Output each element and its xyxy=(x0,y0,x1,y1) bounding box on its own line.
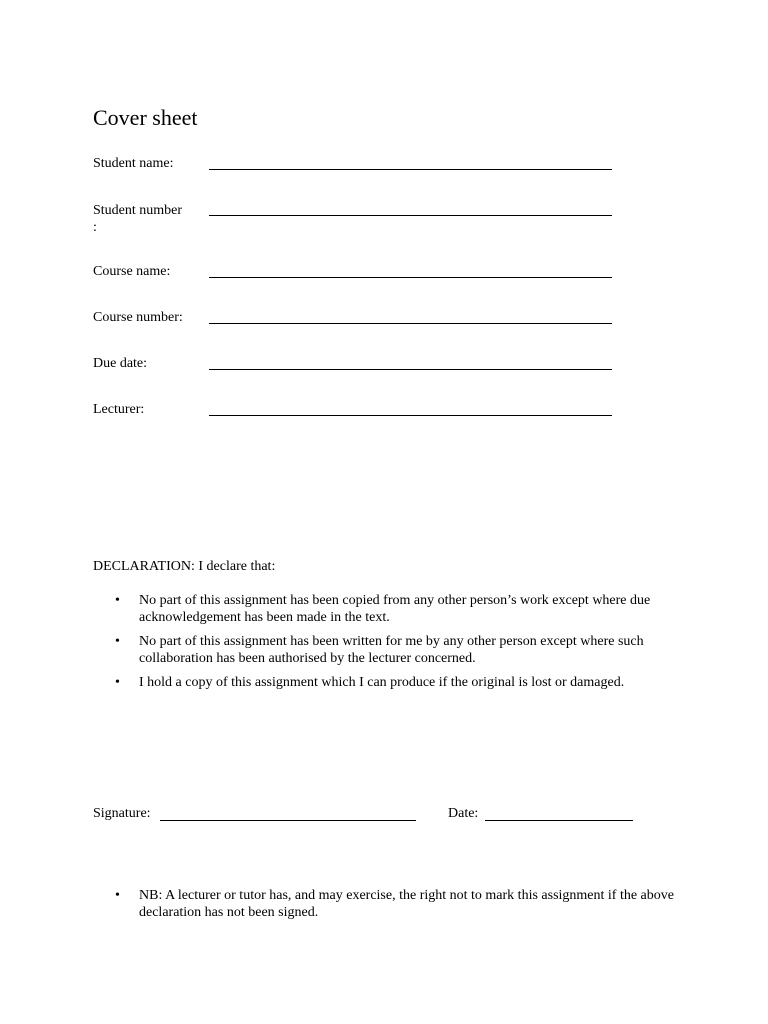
bullet-icon: • xyxy=(115,593,120,608)
student-number-line[interactable] xyxy=(209,215,612,216)
lecturer-line[interactable] xyxy=(209,415,612,416)
lecturer-label: Lecturer: xyxy=(93,402,145,417)
date-label: Date: xyxy=(448,806,479,821)
declaration-item xyxy=(93,592,683,626)
declaration-item-text: No part of this assignment has been written for me by any other person except where such collaboration has been authorised by the lecturer concerned. xyxy=(139,634,644,666)
course-name-line[interactable] xyxy=(209,277,612,278)
declaration-list xyxy=(93,592,683,698)
declaration-item xyxy=(93,633,683,667)
student-name-line[interactable] xyxy=(209,169,612,170)
bullet-icon: • xyxy=(115,675,120,690)
bullet-icon: • xyxy=(115,888,120,903)
course-number-line[interactable] xyxy=(209,323,612,324)
declaration-heading: DECLARATION: I declare that: xyxy=(93,559,276,574)
bullet-icon: • xyxy=(115,634,120,649)
course-number-label: Course number: xyxy=(93,310,183,325)
page-title: Cover sheet xyxy=(93,105,198,130)
note-text: NB: A lecturer or tutor has, and may exercise, the right not to mark this assignment if the above declaration has not been signed. xyxy=(139,888,674,920)
student-number-label: Student number : xyxy=(93,203,183,235)
due-date-label: Due date: xyxy=(93,356,148,371)
declaration-item-text: I hold a copy of this assignment which I can produce if the original is lost or damaged. xyxy=(139,675,625,690)
date-line[interactable] xyxy=(485,820,633,821)
course-name-label: Course name: xyxy=(93,264,171,279)
note-list xyxy=(93,887,683,928)
signature-line[interactable] xyxy=(160,820,416,821)
student-name-label: Student name: xyxy=(93,156,174,171)
declaration-item xyxy=(93,674,683,691)
due-date-line[interactable] xyxy=(209,369,612,370)
signature-label: Signature: xyxy=(93,806,151,821)
note-item xyxy=(93,887,683,921)
declaration-item-text: No part of this assignment has been copied from any other person’s work except where due acknowledgement has been made in the text. xyxy=(139,593,651,625)
